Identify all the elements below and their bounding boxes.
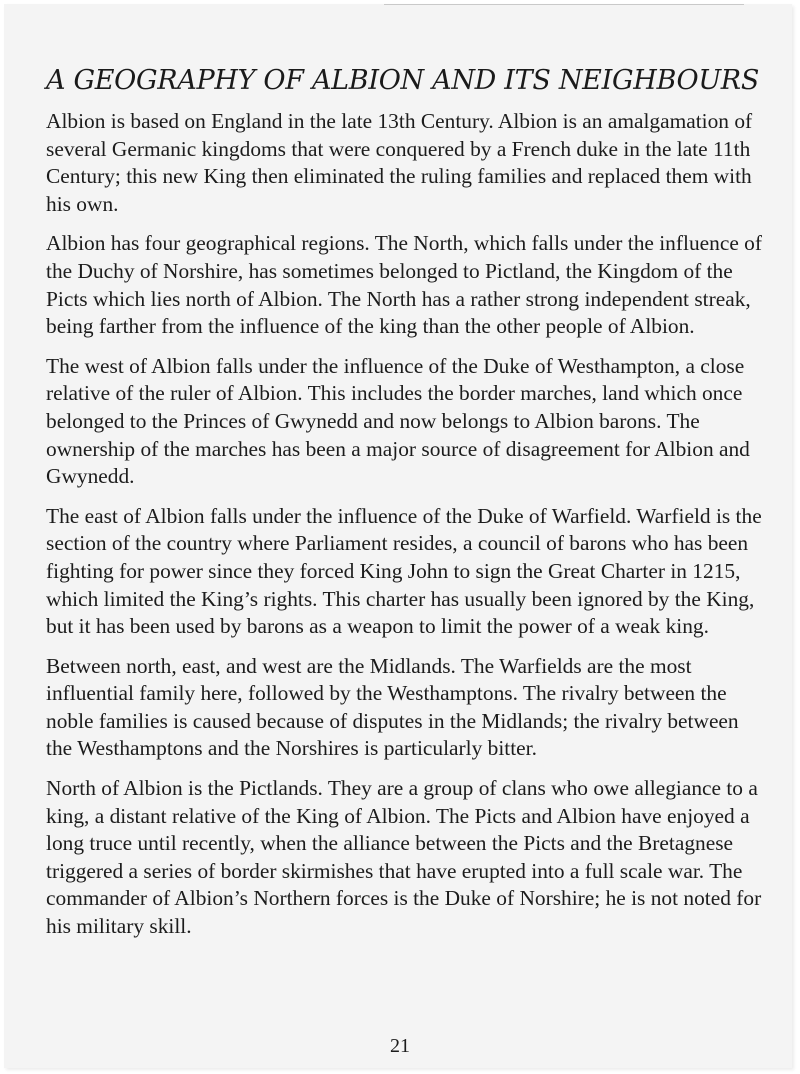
page-top-edge: [384, 4, 744, 5]
paragraph-6: North of Albion is the Pictlands. They are a group of clans who owe allegiance to a king, a distant relative of the King of Albion. The Picts and Albion have enjoyed a long truce until recently, when the alliance between the Picts and the Bretagnese triggered a series of border skirmishes that have erupted into a full scale war. The commander of Albion’s Northern forces is the Duke of Norshire; he is not noted for his military skill.: [46, 776, 762, 939]
page-number: 21: [390, 1035, 410, 1057]
page-title: A GEOGRAPHY OF ALBION AND ITS NEIGHBOURS: [46, 65, 760, 96]
paragraph-1: Albion is based on England in the late 13th Century. Albion is an amalgamation of several Germanic kingdoms that were conquered by a French duke in the late 11th Century; this new King then eliminated the ruling families and replaced them with his own.: [46, 109, 753, 216]
paragraph-3: The west of Albion falls under the influence of the Duke of Westhampton, a close relative of the ruler of Albion. This includes the border marches, land which once belonged to the Princes of Gwynedd and now belongs to Albion barons. The ownership of the marches has been a major source of disagreement for Albion and Gwynedd.: [46, 353, 750, 489]
paragraph-4: The east of Albion falls under the influence of the Duke of Warfield. Warfield is the section of the country where Parliament resides, a council of barons who has been fighting for power since they forced King John to sign the Great Charter in 1215, which limited the King’s rights. This charter has usually been ignored by the King, but it has been used by barons as a weapon to limit the power of a weak king.: [46, 503, 762, 639]
body-text: [46, 108, 762, 953]
paragraph-2: Albion has four geographical regions. The North, which falls under the influence of the Duchy of Norshire, has sometimes belonged to Pictland, the Kingdom of the Picts which lies north of Albion. The North has a rather strong independent streak, being farther from the influence of the king than the other people of Albion.: [46, 231, 762, 339]
paragraph-5: Between north, east, and west are the Midlands. The Warfields are the most influential family here, followed by the Westhamptons. The rivalry between the noble families is caused because of disputes in the Midlands; the rivalry between the Westhamptons and the Norshires is particularly bitter.: [46, 653, 739, 761]
